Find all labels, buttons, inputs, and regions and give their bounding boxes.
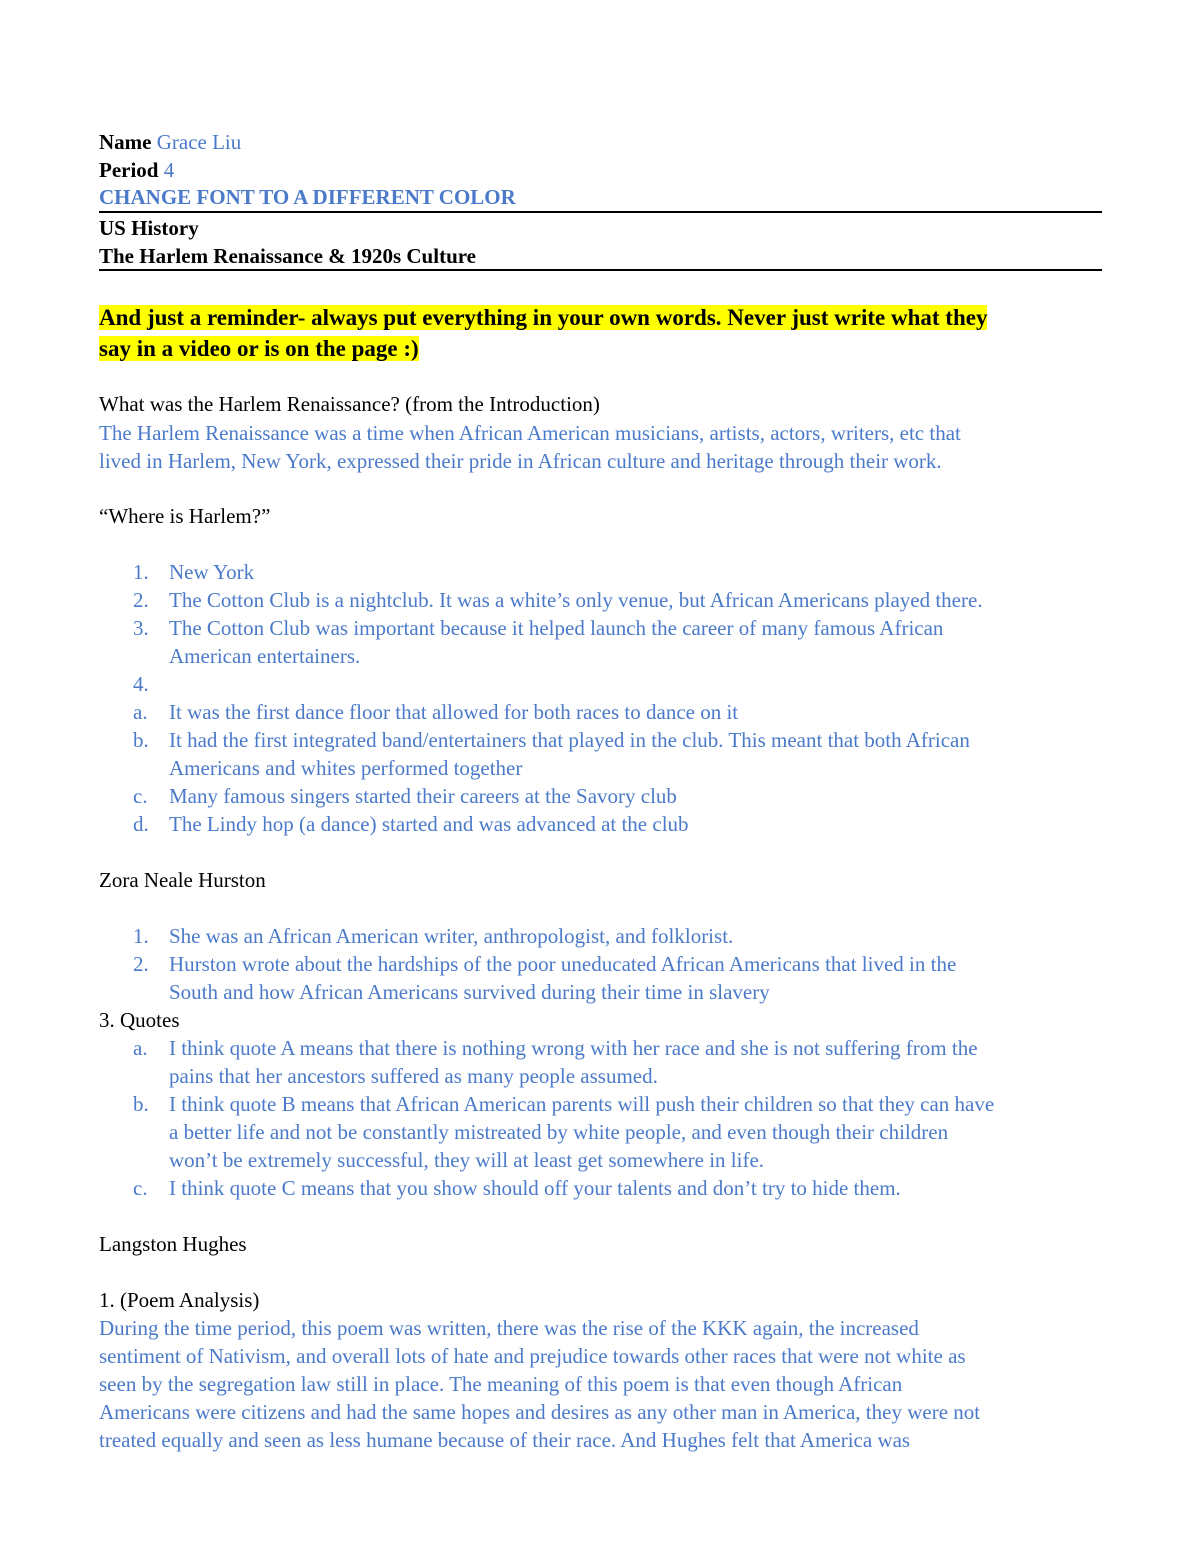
intro-answer-line-1: The Harlem Renaissance was a time when African American musicians, artists, actors, writers, etc that xyxy=(99,421,961,445)
intro-answer-line-2: lived in Harlem, New York, expressed their pride in African culture and heritage through their work. xyxy=(99,449,942,473)
reminder-line-2: say in a video or is on the page :) xyxy=(99,336,419,361)
period-value: 4 xyxy=(163,158,175,182)
analysis-line: seen by the segregation law still in place. The meaning of this poem is that even though African xyxy=(99,1372,903,1396)
reminder-line-1: And just a reminder- always put everything in your own words. Never just write what they xyxy=(99,305,988,330)
name-label: Name xyxy=(99,130,152,154)
divider-top xyxy=(99,211,1102,213)
analysis-line: sentiment of Nativism, and overall lots of hate and prejudice towards other races that were not white as xyxy=(99,1344,966,1368)
hurston-heading: Zora Neale Hurston xyxy=(99,868,266,892)
period-label: Period xyxy=(99,158,159,182)
hughes-heading: Langston Hughes xyxy=(99,1232,247,1256)
course-title: US History xyxy=(99,216,199,240)
quotes-label: 3. Quotes xyxy=(99,1008,180,1032)
analysis-line: During the time period, this poem was written, there was the rise of the KKK again, the increased xyxy=(99,1316,919,1340)
where-heading: “Where is Harlem?” xyxy=(99,504,271,528)
poem-analysis-label: 1. (Poem Analysis) xyxy=(99,1288,260,1312)
page-title: The Harlem Renaissance & 1920s Culture xyxy=(99,244,477,268)
analysis-line: treated equally and seen as less humane because of their race. And Hughes felt that America was xyxy=(99,1428,911,1452)
intro-question: What was the Harlem Renaissance? (from the Introduction) xyxy=(99,392,600,416)
analysis-line: Americans were citizens and had the same hopes and desires as any other man in America, they were not xyxy=(99,1400,981,1424)
name-line xyxy=(99,128,241,156)
divider-bottom xyxy=(99,269,1102,271)
period-line xyxy=(99,156,174,184)
instruction-text: CHANGE FONT TO A DIFFERENT COLOR xyxy=(99,185,516,209)
name-value: Grace Liu xyxy=(156,130,242,154)
